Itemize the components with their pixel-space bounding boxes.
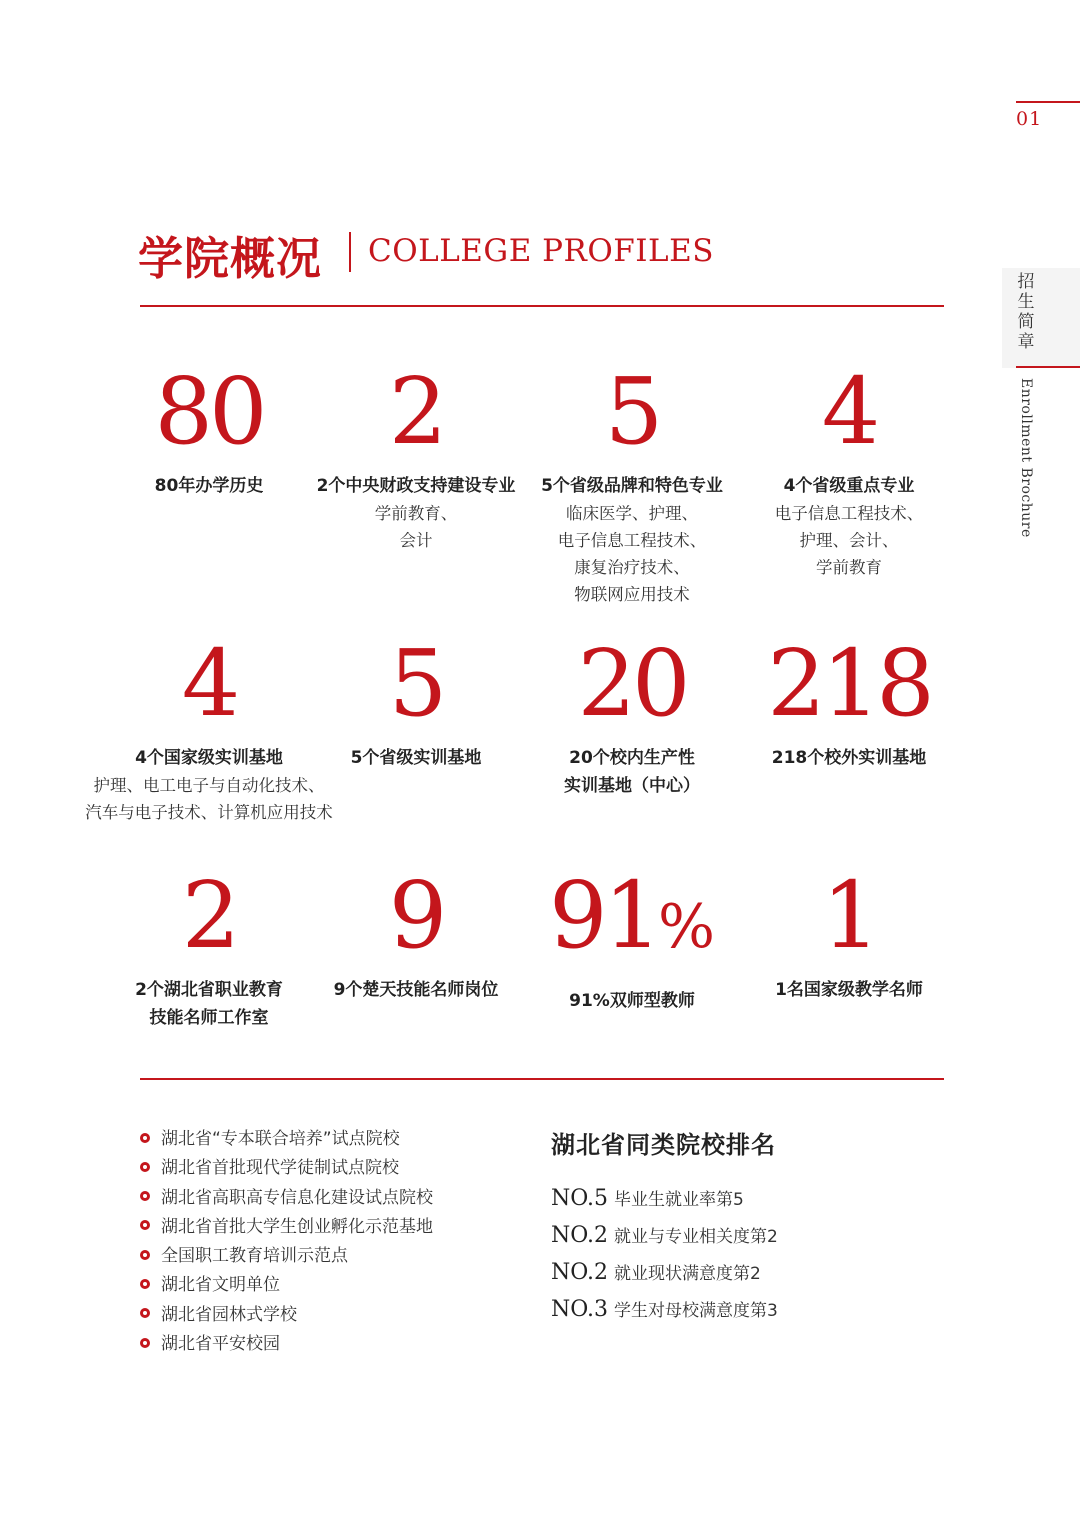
ranking-item: [551, 1291, 778, 1328]
rank-number: NO.3: [551, 1297, 608, 1322]
bullet-icon: [140, 1338, 150, 1348]
bullet-icon: [140, 1133, 150, 1143]
stat-number-value: 91: [548, 862, 659, 969]
rank-number: NO.2: [551, 1260, 608, 1285]
list-item: [140, 1125, 433, 1154]
side-tab-title-en: Enrollment Brochure: [1018, 378, 1034, 538]
honor-text: 湖北省高职高专信息化建设试点院校: [161, 1187, 433, 1208]
stat-detail: 学前教育: [816, 558, 882, 577]
ranking-list: [551, 1180, 778, 1328]
stat-detail: 学前教育、: [374, 504, 458, 523]
honor-text: 湖北省“专本联合培养”试点院校: [161, 1129, 400, 1149]
stat-label: 20个校内生产性: [569, 748, 695, 768]
rank-text: 就业现状满意度第2: [614, 1264, 761, 1284]
page-title-cn: 学院概况: [138, 232, 323, 285]
honor-text: 全国职工教育培训示范点: [161, 1246, 348, 1267]
ranking-title: 湖北省同类院校排名: [551, 1131, 776, 1159]
stat-detail: 汽车与电子技术、计算机应用技术: [85, 803, 333, 822]
side-tab-divider: [1016, 366, 1080, 368]
rank-text: 学生对母校满意度第3: [614, 1301, 778, 1321]
stat-number: 80: [154, 358, 264, 465]
stat-number: 4: [821, 358, 877, 465]
stat-number: 2: [388, 358, 444, 465]
stat-number: 218: [767, 630, 931, 737]
side-tab-title-cn: 招生简章: [1017, 272, 1035, 352]
page-title-en: COLLEGE PROFILES: [368, 233, 715, 269]
page-number-rule: [1016, 101, 1080, 103]
rank-text: 毕业生就业率第5: [614, 1190, 744, 1210]
stat-label: 5个省级实训基地: [350, 748, 482, 768]
bottom-rule: [140, 1078, 944, 1080]
list-item: [140, 1213, 433, 1242]
stat-number: 4: [181, 630, 237, 737]
list-item: [140, 1271, 433, 1300]
stat-label: 5个省级品牌和特色专业: [541, 476, 723, 496]
honor-text: 湖北省文明单位: [161, 1275, 280, 1296]
stat-detail: 临床医学、护理、: [566, 504, 698, 523]
ranking-item: [551, 1217, 778, 1254]
stat-detail: 物联网应用技术: [574, 585, 690, 604]
page-number: 01: [1016, 108, 1043, 130]
stat-card: [719, 358, 979, 581]
stat-number: 1: [821, 862, 877, 969]
stat-detail: 会计: [399, 531, 433, 550]
stat-label: 4个省级重点专业: [783, 476, 915, 496]
stat-label: 1名国家级教学名师: [775, 980, 923, 1000]
stat-number: 20: [577, 630, 687, 737]
stat-number-suffix: %: [658, 892, 716, 962]
stat-label-line2: 技能名师工作室: [149, 1008, 269, 1028]
list-item: [140, 1154, 433, 1183]
stat-label: 2个湖北省职业教育: [135, 980, 283, 1000]
bullet-icon: [140, 1250, 150, 1260]
stat-number: 2: [181, 862, 237, 969]
stat-label: 4个国家级实训基地: [135, 748, 283, 768]
honor-text: 湖北省平安校园: [161, 1334, 280, 1355]
stat-label-line2: 实训基地（中心）: [564, 776, 700, 796]
list-item: [140, 1330, 433, 1359]
list-item: [140, 1301, 433, 1330]
stat-detail: 康复治疗技术、: [574, 558, 690, 577]
rank-text: 就业与专业相关度第2: [614, 1227, 778, 1247]
stat-label: 91%双师型教师: [569, 991, 695, 1011]
bullet-icon: [140, 1308, 150, 1318]
stat-detail: 电子信息工程技术、: [557, 531, 707, 550]
list-item: [140, 1184, 433, 1213]
stat-label: 2个中央财政支持建设专业: [316, 476, 516, 496]
stat-number: 5: [604, 358, 660, 465]
honor-text: 湖北省园林式学校: [161, 1304, 297, 1325]
stat-label: 218个校外实训基地: [771, 748, 927, 768]
title-divider: [349, 232, 351, 272]
honors-list: [140, 1125, 433, 1359]
rank-number: NO.5: [551, 1186, 608, 1211]
bullet-icon: [140, 1162, 150, 1172]
rank-number: NO.2: [551, 1223, 608, 1248]
stat-card: [719, 862, 979, 1004]
stat-detail: 护理、会计、: [799, 531, 899, 550]
honor-text: 湖北省首批大学生创业孵化示范基地: [161, 1216, 433, 1237]
stat-label: 80年办学历史: [154, 476, 264, 496]
stat-number: 9: [388, 862, 444, 969]
bullet-icon: [140, 1191, 150, 1201]
honor-text: 湖北省首批现代学徒制试点院校: [161, 1158, 399, 1179]
side-tab-panel: [1002, 268, 1080, 368]
stat-label: 9个楚天技能名师岗位: [333, 980, 499, 1000]
stat-detail: 护理、电工电子与自动化技术、: [93, 776, 325, 795]
stat-card: [719, 630, 979, 772]
bullet-icon: [140, 1220, 150, 1230]
stat-number: 5: [388, 630, 444, 737]
ranking-item: [551, 1254, 778, 1291]
ranking-item: [551, 1180, 778, 1217]
bullet-icon: [140, 1279, 150, 1289]
list-item: [140, 1242, 433, 1271]
stat-detail: 电子信息工程技术、: [774, 504, 924, 523]
top-rule: [140, 305, 944, 307]
